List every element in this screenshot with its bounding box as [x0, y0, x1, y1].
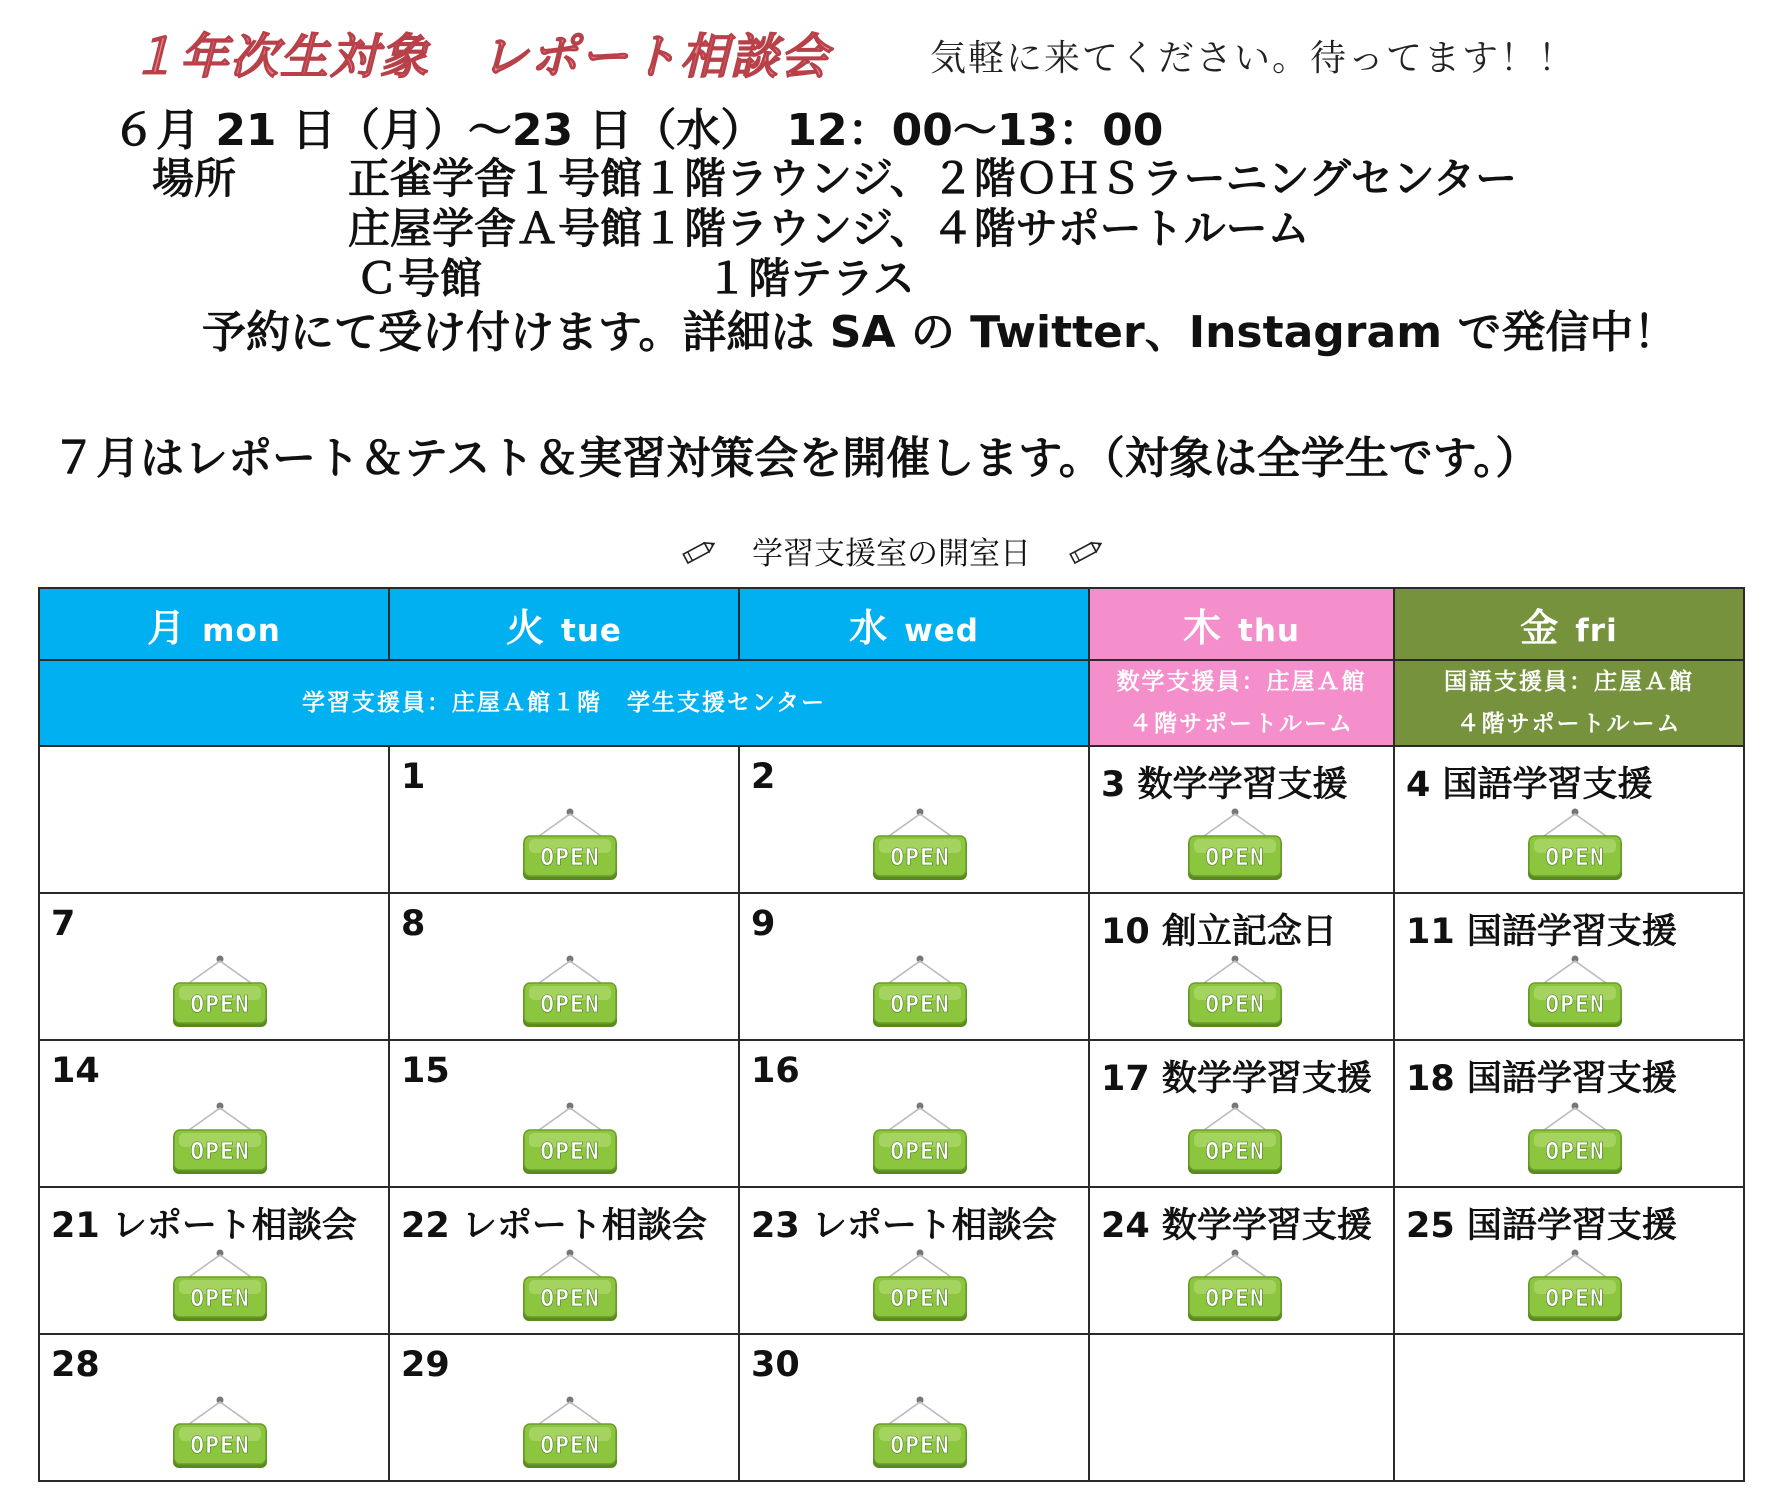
calendar-day-content — [40, 1041, 388, 1186]
support-math-line-2: ４階サポートルーム — [1129, 711, 1354, 737]
weekday-header-wed — [739, 588, 1089, 660]
calendar-title — [0, 528, 1783, 574]
open-sign-text: OPEN — [190, 1433, 250, 1459]
calendar-day-cell — [739, 1040, 1089, 1187]
open-sign-icon — [1185, 1101, 1285, 1177]
open-sign-text: OPEN — [540, 992, 600, 1018]
calendar-day-label: 24 数学学習支援 — [1101, 1206, 1372, 1246]
calendar-day-label: 23 レポート相談会 — [751, 1206, 1057, 1246]
support-general — [39, 660, 1089, 746]
open-sign-text: OPEN — [890, 1139, 950, 1165]
place-label: 場所 — [152, 154, 237, 203]
support-japanese — [1394, 660, 1744, 746]
open-sign-text: OPEN — [1205, 845, 1265, 871]
open-sign-icon — [520, 1248, 620, 1324]
calendar-day-label: 9 — [751, 904, 776, 944]
open-sign-icon — [870, 954, 970, 1030]
open-sign-text: OPEN — [1545, 1286, 1605, 1312]
calendar-day-label: 2 — [751, 757, 776, 797]
calendar-day-label: 18 国語学習支援 — [1406, 1059, 1677, 1099]
pencil-icon — [678, 538, 718, 574]
calendar-day-content — [1090, 1335, 1393, 1480]
open-sign-icon — [870, 1395, 970, 1471]
calendar-day-content — [1395, 747, 1743, 892]
calendar-day-content — [40, 747, 388, 892]
calendar-day-label: 14 — [51, 1051, 100, 1091]
open-sign-icon — [1525, 954, 1625, 1030]
open-sign-text: OPEN — [1205, 1139, 1265, 1165]
weekday-header-row — [39, 588, 1744, 660]
calendar-day-content — [1090, 1188, 1393, 1333]
calendar-day-content — [390, 1041, 738, 1186]
calendar-day-cell — [1394, 746, 1744, 893]
open-sign-text: OPEN — [540, 1433, 600, 1459]
calendar-table — [38, 587, 1745, 1482]
open-sign-text: OPEN — [890, 845, 950, 871]
calendar-day-label: 4 国語学習支援 — [1406, 765, 1653, 805]
open-sign-text: OPEN — [1545, 992, 1605, 1018]
calendar-day-label: 10 創立記念日 — [1101, 912, 1337, 952]
calendar-day-cell — [389, 1187, 739, 1334]
open-sign-text: OPEN — [1205, 1286, 1265, 1312]
open-sign-icon — [1185, 954, 1285, 1030]
weekday-en: fri — [1575, 612, 1618, 649]
open-sign-icon — [520, 1101, 620, 1177]
calendar-day-label: 16 — [751, 1051, 800, 1091]
open-sign-icon — [1525, 1248, 1625, 1324]
calendar-day-cell — [1394, 893, 1744, 1040]
calendar-day-label: 30 — [751, 1345, 800, 1385]
calendar-week-row — [39, 1187, 1744, 1334]
open-sign-text: OPEN — [890, 992, 950, 1018]
calendar-day-content — [390, 894, 738, 1039]
calendar-day-cell — [389, 746, 739, 893]
place-line-2: 庄屋学舎Ａ号館１階ラウンジ、４階サポートルーム — [348, 204, 1310, 253]
weekday-header-thu — [1089, 588, 1394, 660]
open-sign-icon — [170, 1248, 270, 1324]
calendar-day-cell — [1089, 893, 1394, 1040]
calendar-day-cell — [389, 893, 739, 1040]
support-japanese-line-2: ４階サポートルーム — [1456, 711, 1682, 737]
open-sign-text: OPEN — [890, 1286, 950, 1312]
open-sign-icon — [870, 1101, 970, 1177]
open-sign-icon — [870, 807, 970, 883]
calendar-day-cell — [1089, 1187, 1394, 1334]
calendar-day-label: 21 レポート相談会 — [51, 1206, 357, 1246]
weekday-en: mon — [202, 612, 281, 649]
open-sign-icon — [520, 954, 620, 1030]
calendar-day-cell — [739, 893, 1089, 1040]
calendar-day-label: 11 国語学習支援 — [1406, 912, 1677, 952]
calendar-week-row — [39, 1334, 1744, 1481]
place-line-3-floor: １階テラス — [706, 254, 915, 303]
calendar-title-text: 学習支援室の開室日 — [752, 536, 1031, 572]
calendar-day-cell — [39, 1187, 389, 1334]
calendar-day-content — [740, 1041, 1088, 1186]
weekday-jp: 火 — [506, 605, 548, 650]
support-math-line-1: 数学支援員：庄屋Ａ館 — [1116, 669, 1367, 695]
weekday-en: wed — [904, 612, 979, 649]
calendar-day-content — [40, 1335, 388, 1480]
calendar-day-cell — [1394, 1334, 1744, 1481]
calendar-day-cell — [39, 1040, 389, 1187]
pencil-icon — [1065, 538, 1105, 574]
weekday-jp: 木 — [1183, 605, 1225, 650]
calendar-day-cell — [1089, 746, 1394, 893]
open-sign-icon — [1525, 807, 1625, 883]
support-math — [1089, 660, 1394, 746]
calendar-day-label: 8 — [401, 904, 426, 944]
weekday-header-fri — [1394, 588, 1744, 660]
open-sign-icon — [170, 954, 270, 1030]
weekday-en: tue — [561, 612, 622, 649]
calendar-day-cell — [389, 1040, 739, 1187]
open-sign-text: OPEN — [540, 1286, 600, 1312]
calendar-day-content — [390, 1188, 738, 1333]
calendar-day-content — [740, 1188, 1088, 1333]
calendar-day-label: 1 — [401, 757, 426, 797]
calendar-day-content — [1090, 1041, 1393, 1186]
open-sign-icon — [1185, 1248, 1285, 1324]
calendar-day-content — [1090, 894, 1393, 1039]
open-sign-icon — [1185, 807, 1285, 883]
place-line-3-building: Ｃ号館 — [356, 254, 483, 303]
calendar-day-content — [1090, 747, 1393, 892]
place-line-1: 正雀学舎１号館１階ラウンジ、２階ＯＨＳラーニングセンター — [348, 154, 1518, 203]
open-sign-text: OPEN — [540, 845, 600, 871]
calendar-day-content — [390, 1335, 738, 1480]
calendar-day-cell — [1089, 1334, 1394, 1481]
calendar-day-cell — [739, 1334, 1089, 1481]
open-sign-text: OPEN — [190, 1286, 250, 1312]
weekday-header-tue — [389, 588, 739, 660]
calendar-day-content — [1395, 1188, 1743, 1333]
calendar-day-content — [1395, 1041, 1743, 1186]
calendar-day-label: 17 数学学習支援 — [1101, 1059, 1372, 1099]
calendar-day-label: 28 — [51, 1345, 100, 1385]
calendar-day-label: 22 レポート相談会 — [401, 1206, 707, 1246]
open-sign-icon — [870, 1248, 970, 1324]
open-sign-text: OPEN — [890, 1433, 950, 1459]
event-subtitle: 気軽に来てください。待ってます！！ — [930, 38, 1577, 79]
open-sign-icon — [520, 807, 620, 883]
calendar-day-content — [740, 894, 1088, 1039]
calendar-day-content — [740, 747, 1088, 892]
open-sign-icon — [170, 1101, 270, 1177]
calendar-weeks — [39, 746, 1744, 1481]
calendar-day-cell — [739, 1187, 1089, 1334]
calendar-day-content — [1395, 894, 1743, 1039]
open-sign-text: OPEN — [540, 1139, 600, 1165]
weekday-jp: 月 — [147, 605, 189, 650]
weekday-en: thu — [1238, 612, 1300, 649]
support-japanese-line-1: 国語支援員：庄屋Ａ館 — [1444, 669, 1694, 695]
calendar-day-label: 25 国語学習支援 — [1406, 1206, 1677, 1246]
calendar-day-content — [40, 1188, 388, 1333]
calendar-day-cell — [1394, 1187, 1744, 1334]
open-sign-icon — [170, 1395, 270, 1471]
calendar-day-cell — [1089, 1040, 1394, 1187]
open-sign-text: OPEN — [190, 992, 250, 1018]
calendar-day-cell — [389, 1334, 739, 1481]
weekday-header-mon — [39, 588, 389, 660]
calendar-day-cell — [39, 746, 389, 893]
open-sign-text: OPEN — [190, 1139, 250, 1165]
reservation-note: 予約にて受け付けます。詳細は SA の Twitter、Instagram で発信中！ — [202, 307, 1678, 358]
calendar-day-cell — [739, 746, 1089, 893]
calendar-day-content — [40, 894, 388, 1039]
calendar-week-row — [39, 746, 1744, 893]
calendar-day-cell — [39, 1334, 389, 1481]
calendar-week-row — [39, 893, 1744, 1040]
calendar-day-label: 15 — [401, 1051, 450, 1091]
event-title: １年次生対象 レポート相談会 — [130, 29, 831, 85]
calendar-day-cell — [39, 893, 389, 1040]
open-sign-text: OPEN — [1545, 1139, 1605, 1165]
calendar-day-content — [1395, 1335, 1743, 1480]
open-sign-text: OPEN — [1545, 845, 1605, 871]
support-staff-row — [39, 660, 1744, 746]
calendar-week-row — [39, 1040, 1744, 1187]
weekday-jp: 金 — [1520, 605, 1562, 650]
open-sign-icon — [520, 1395, 620, 1471]
event-date-time: ６月 21 日（月）～23 日（水） 12：00～13：00 — [112, 105, 1164, 156]
calendar-day-label: 7 — [51, 904, 76, 944]
open-sign-icon — [1525, 1101, 1625, 1177]
open-sign-text: OPEN — [1205, 992, 1265, 1018]
weekday-jp: 水 — [849, 605, 891, 650]
calendar-day-content — [740, 1335, 1088, 1480]
calendar-day-label: 3 数学学習支援 — [1101, 765, 1348, 805]
support-general-text: 学習支援員：庄屋Ａ館１階 学生支援センター — [301, 690, 827, 716]
july-notice: ７月はレポート＆テスト＆実習対策会を開催します。（対象は全学生です。） — [52, 433, 1540, 484]
calendar-day-content — [390, 747, 738, 892]
calendar-day-cell — [1394, 1040, 1744, 1187]
calendar-day-label: 29 — [401, 1345, 450, 1385]
